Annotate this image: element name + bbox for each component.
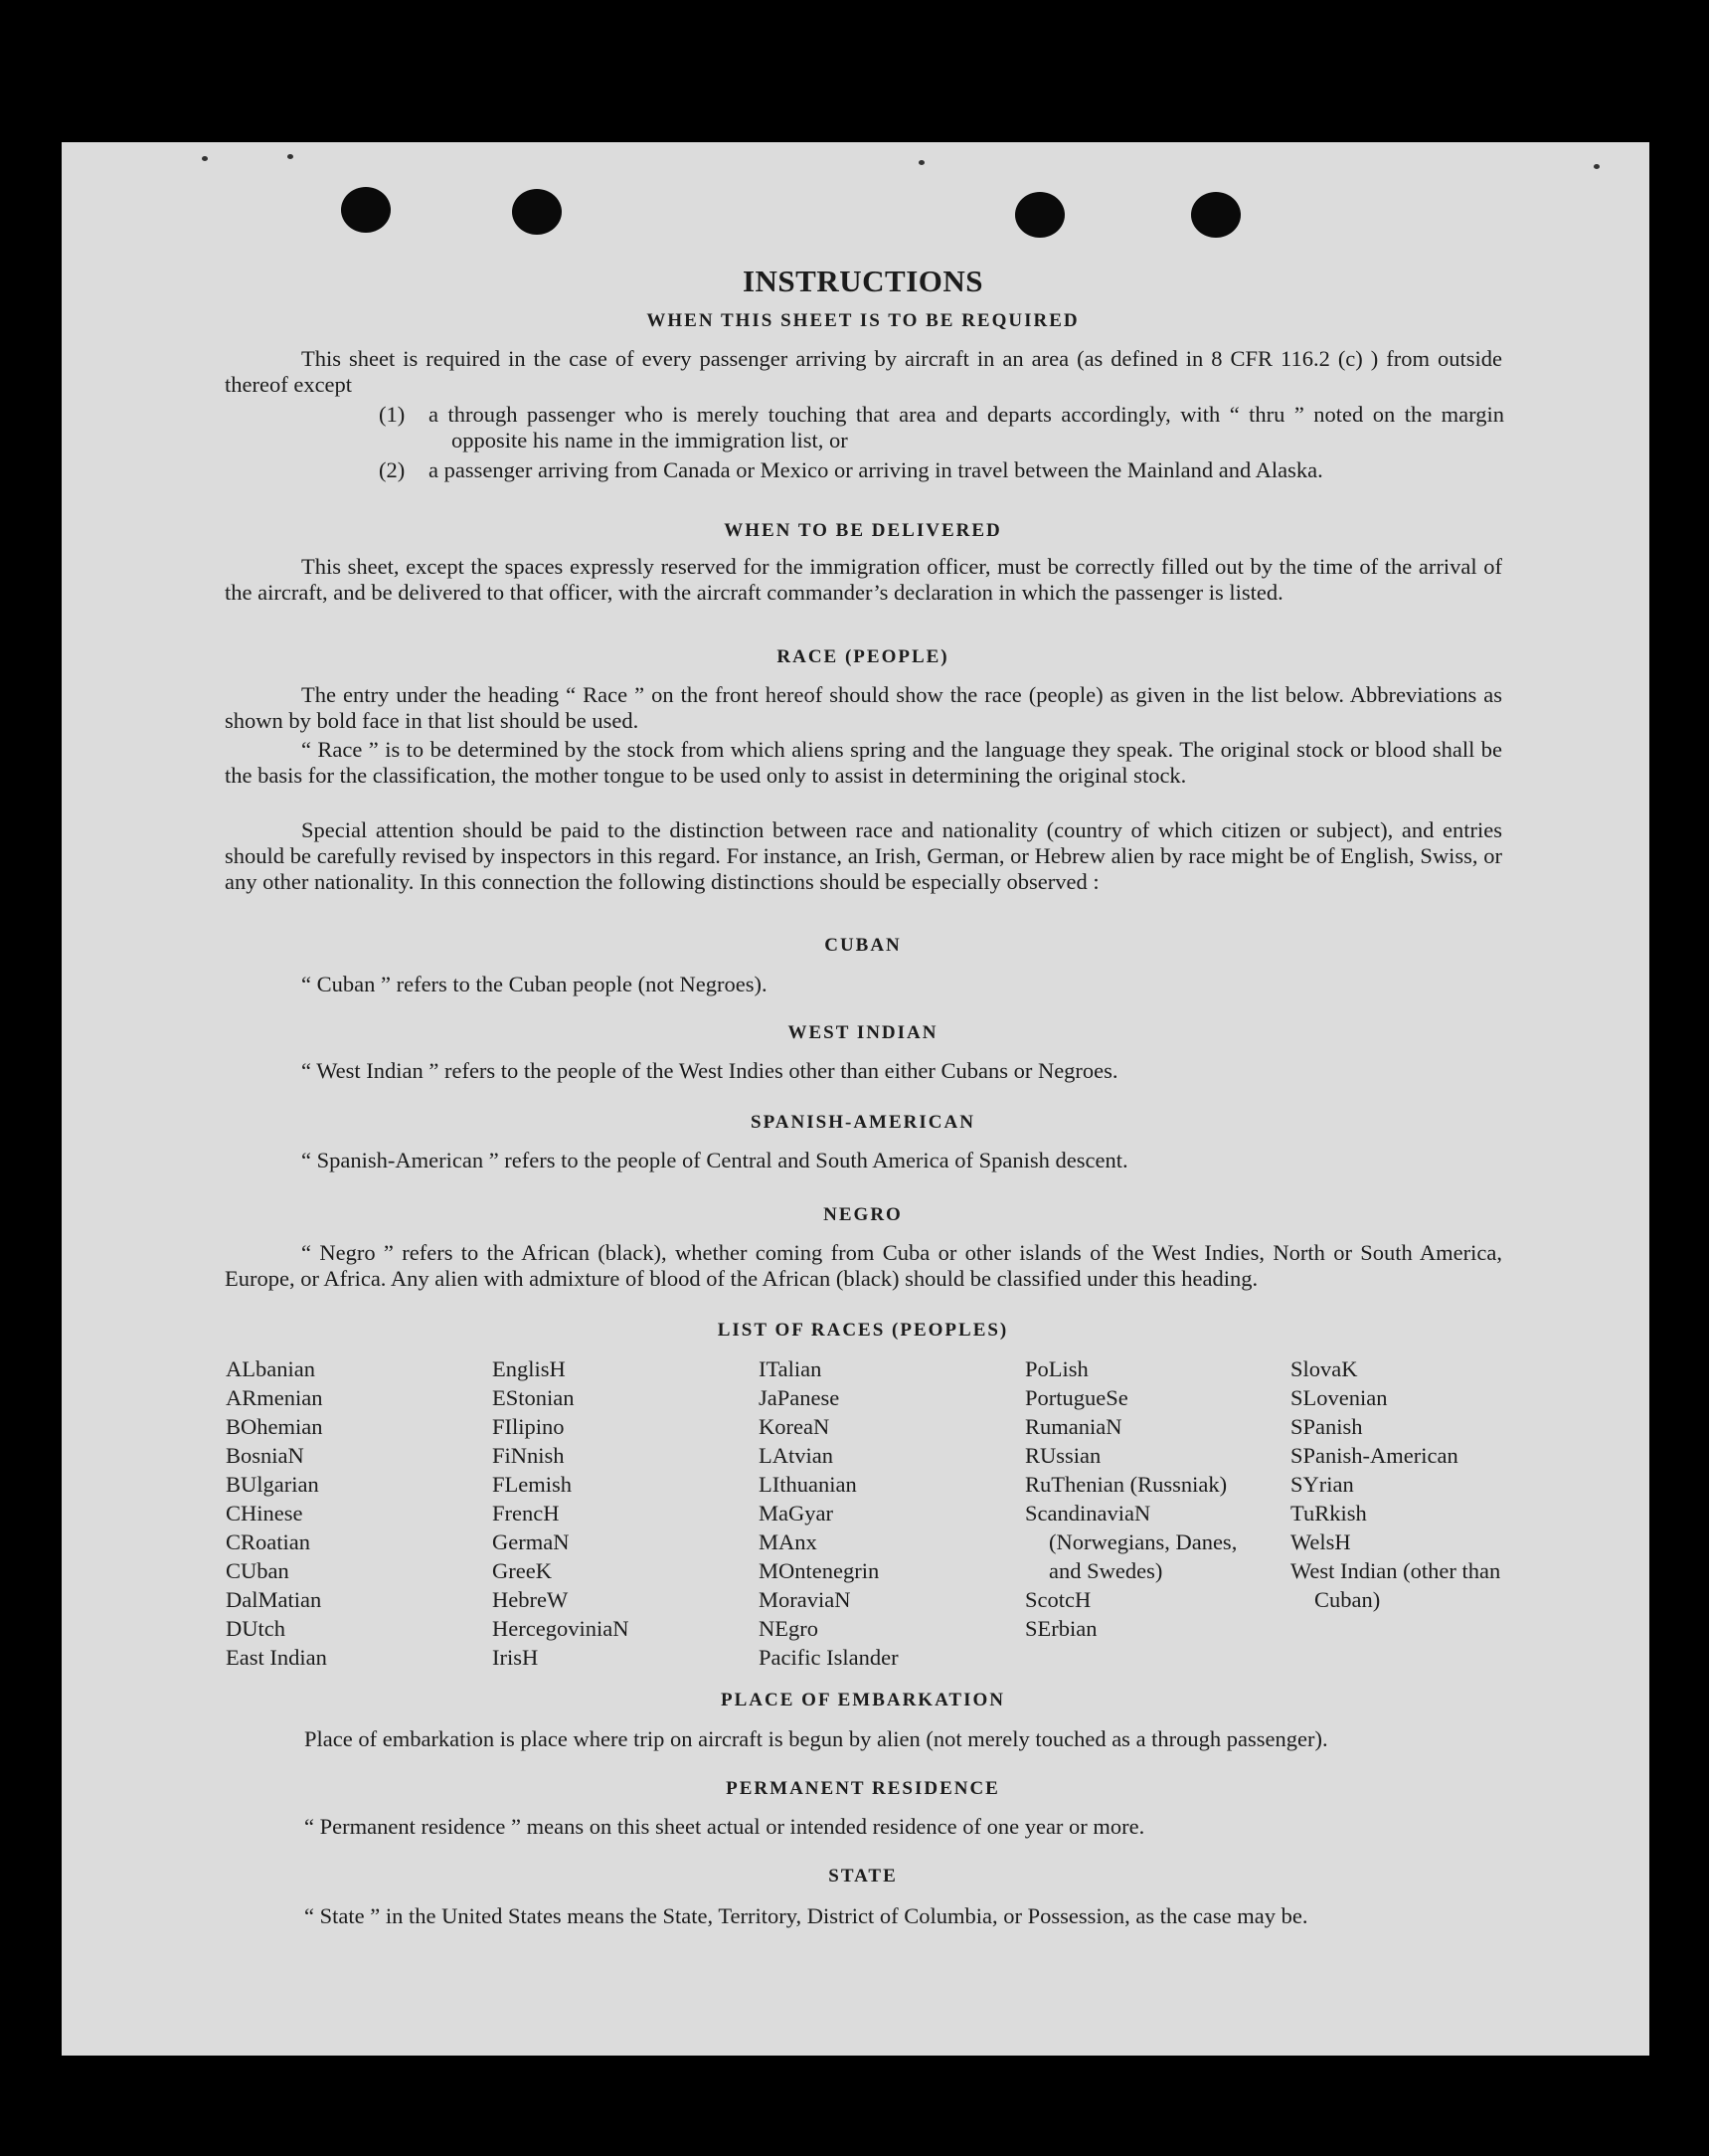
race-entry: WelsH: [1290, 1529, 1351, 1554]
race-entry: BosniaN: [226, 1443, 304, 1468]
race-entry: RuThenian (Russniak): [1025, 1472, 1228, 1497]
punch-hole: [1015, 192, 1065, 238]
section-title-state: STATE: [828, 1866, 898, 1886]
when-required-body: [225, 346, 1502, 398]
west-indian-body: “ West Indian ” refers to the people of the West Indies other than either Cubans or Negroes.: [301, 1058, 1118, 1083]
race-entry: ScandinaviaN (Norwegians, Danes, and Swedes): [1025, 1501, 1238, 1583]
race-entry: FLemish: [492, 1472, 573, 1497]
section-title-permanent-residence: PERMANENT RESIDENCE: [726, 1778, 1000, 1799]
race-entry: ITalian: [759, 1356, 822, 1381]
section-title-cuban: CUBAN: [824, 935, 902, 956]
exception-number: (2): [379, 457, 406, 482]
exception-number: (1): [379, 402, 406, 427]
race-column-2: [492, 1354, 731, 1672]
race-entry: PoLish: [1025, 1356, 1089, 1381]
race-entry: FiNnish: [492, 1443, 565, 1468]
race-entry: FrencH: [492, 1501, 560, 1526]
section-title-when-required: WHEN THIS SHEET IS TO BE REQUIRED: [646, 310, 1080, 331]
race-entry: IrisH: [492, 1645, 539, 1670]
spanish-american-body: “ Spanish-American ” refers to the people of Central and South America of Spanish descent.: [301, 1148, 1128, 1172]
race-entry: Pacific Islander: [759, 1645, 899, 1670]
race-entry: SlovaK: [1290, 1356, 1358, 1381]
exception-text: a through passenger who is merely touching that area and departs accordingly, with “ thru ” noted on the margin opposite his name in the immigration list, or: [428, 402, 1504, 452]
race-entry: FIlipino: [492, 1414, 565, 1439]
exception-item: [379, 402, 1504, 457]
residence-body: “ Permanent residence ” means on this sheet actual or intended residence of one year or more.: [304, 1814, 1145, 1839]
race-entry: EStonian: [492, 1385, 575, 1410]
punch-hole: [1191, 192, 1241, 238]
race-entry: PortugueSe: [1025, 1385, 1128, 1410]
race-entry: CRoatian: [226, 1529, 310, 1554]
exception-text: a passenger arriving from Canada or Mexico or arriving in travel between the Mainland and Alaska.: [428, 457, 1323, 482]
race-paragraph-1: The entry under the heading “ Race ” on the front hereof should show the race (people) as given in the list below. Abbreviations as shown by bold face in that list should be used.: [225, 682, 1502, 733]
page-title: INSTRUCTIONS: [742, 264, 983, 298]
race-entry: TuRkish: [1290, 1501, 1367, 1526]
negro-body: “ Negro ” refers to the African (black), whether coming from Cuba or other islands of the West Indies, North or South America, Europe, or Africa. Any alien with admixture of blood of the African (black) should be classified under this heading.: [225, 1240, 1502, 1291]
race-entry: SYrian: [1290, 1472, 1354, 1497]
race-entry: East Indian: [226, 1645, 327, 1670]
when-delivered-body: This sheet, except the spaces expressly reserved for the immigration officer, must be correctly filled out by the time of the arrival of the aircraft, and be delivered to that officer, with the aircraft commander’s declaration in which the passenger is listed.: [225, 554, 1502, 605]
race-entry: SLovenian: [1290, 1385, 1388, 1410]
race-paragraph-2: “ Race ” is to be determined by the stock from which aliens spring and the language they speak. The original stock or blood shall be the basis for the classification, the mother tongue to be used only to assist in determining the original stock.: [225, 737, 1502, 788]
section-title-race: RACE (PEOPLE): [776, 646, 949, 667]
race-entry: GreeK: [492, 1558, 552, 1583]
race-entry: West Indian (other than Cuban): [1290, 1558, 1501, 1612]
race-entry: CHinese: [226, 1501, 303, 1526]
race-entry: ARmenian: [226, 1385, 323, 1410]
section-title-negro: NEGRO: [823, 1204, 903, 1225]
race-entry: CUban: [226, 1558, 289, 1583]
race-entry: RUssian: [1025, 1443, 1102, 1468]
race-paragraph-3: Special attention should be paid to the distinction between race and nationality (country of which citizen or subject), and entries should be carefully revised by inspectors in this regard. For instance, an Irish, German, or Hebrew alien by race might be of English, Swiss, or any other nationality. In this connection the following distinctions should be especially observed :: [225, 817, 1502, 894]
race-entry: LAtvian: [759, 1443, 833, 1468]
race-entry: SErbian: [1025, 1616, 1098, 1641]
race-entry: RumaniaN: [1025, 1414, 1122, 1439]
section-title-when-delivered: WHEN TO BE DELIVERED: [724, 520, 1002, 541]
section-title-list-of-races: LIST OF RACES (PEOPLES): [717, 1320, 1009, 1341]
race-entry: SPanish-American: [1290, 1443, 1458, 1468]
race-entry: LIthuanian: [759, 1472, 857, 1497]
race-entry: HercegoviniaN: [492, 1616, 629, 1641]
race-entry: KoreaN: [759, 1414, 830, 1439]
race-entry: EnglisH: [492, 1356, 566, 1381]
speck: [202, 156, 208, 161]
punch-hole: [341, 187, 391, 233]
section-title-embarkation: PLACE OF EMBARKATION: [721, 1690, 1005, 1710]
race-entry: BOhemian: [226, 1414, 323, 1439]
race-column-1: [226, 1354, 464, 1672]
section-title-west-indian: WEST INDIAN: [787, 1022, 939, 1043]
race-entry: MoraviaN: [759, 1587, 851, 1612]
speck: [287, 154, 293, 159]
race-column-3: [759, 1354, 997, 1672]
race-entry: MaGyar: [759, 1501, 833, 1526]
race-entry: JaPanese: [759, 1385, 840, 1410]
exception-item: [379, 457, 1504, 513]
race-entry: SPanish: [1290, 1414, 1363, 1439]
speck: [919, 160, 925, 165]
race-column-5: [1290, 1354, 1519, 1614]
race-column-4: [1025, 1354, 1259, 1643]
section-title-spanish-american: SPANISH-AMERICAN: [751, 1112, 975, 1133]
speck: [1594, 164, 1600, 169]
race-entry: ALbanian: [226, 1356, 315, 1381]
embarkation-body: Place of embarkation is place where trip on aircraft is begun by alien (not merely touched as a through passenger).: [304, 1726, 1328, 1751]
punch-hole: [512, 189, 562, 235]
race-entry: DUtch: [226, 1616, 285, 1641]
race-entry: DalMatian: [226, 1587, 322, 1612]
when-required-text: This sheet is required in the case of every passenger arriving by aircraft in an area (as defined in 8 CFR 116.2 (c) ) from outside thereof except: [225, 346, 1502, 397]
race-entry: HebreW: [492, 1587, 569, 1612]
race-entry: MOntenegrin: [759, 1558, 880, 1583]
race-entry: ScotcH: [1025, 1587, 1092, 1612]
race-entry: GermaN: [492, 1529, 570, 1554]
race-entry: MAnx: [759, 1529, 817, 1554]
state-body: “ State ” in the United States means the State, Territory, District of Columbia, or Possession, as the case may be.: [304, 1903, 1308, 1928]
race-entry: NEgro: [759, 1616, 818, 1641]
race-entry: BUlgarian: [226, 1472, 319, 1497]
cuban-body: “ Cuban ” refers to the Cuban people (not Negroes).: [301, 972, 768, 996]
